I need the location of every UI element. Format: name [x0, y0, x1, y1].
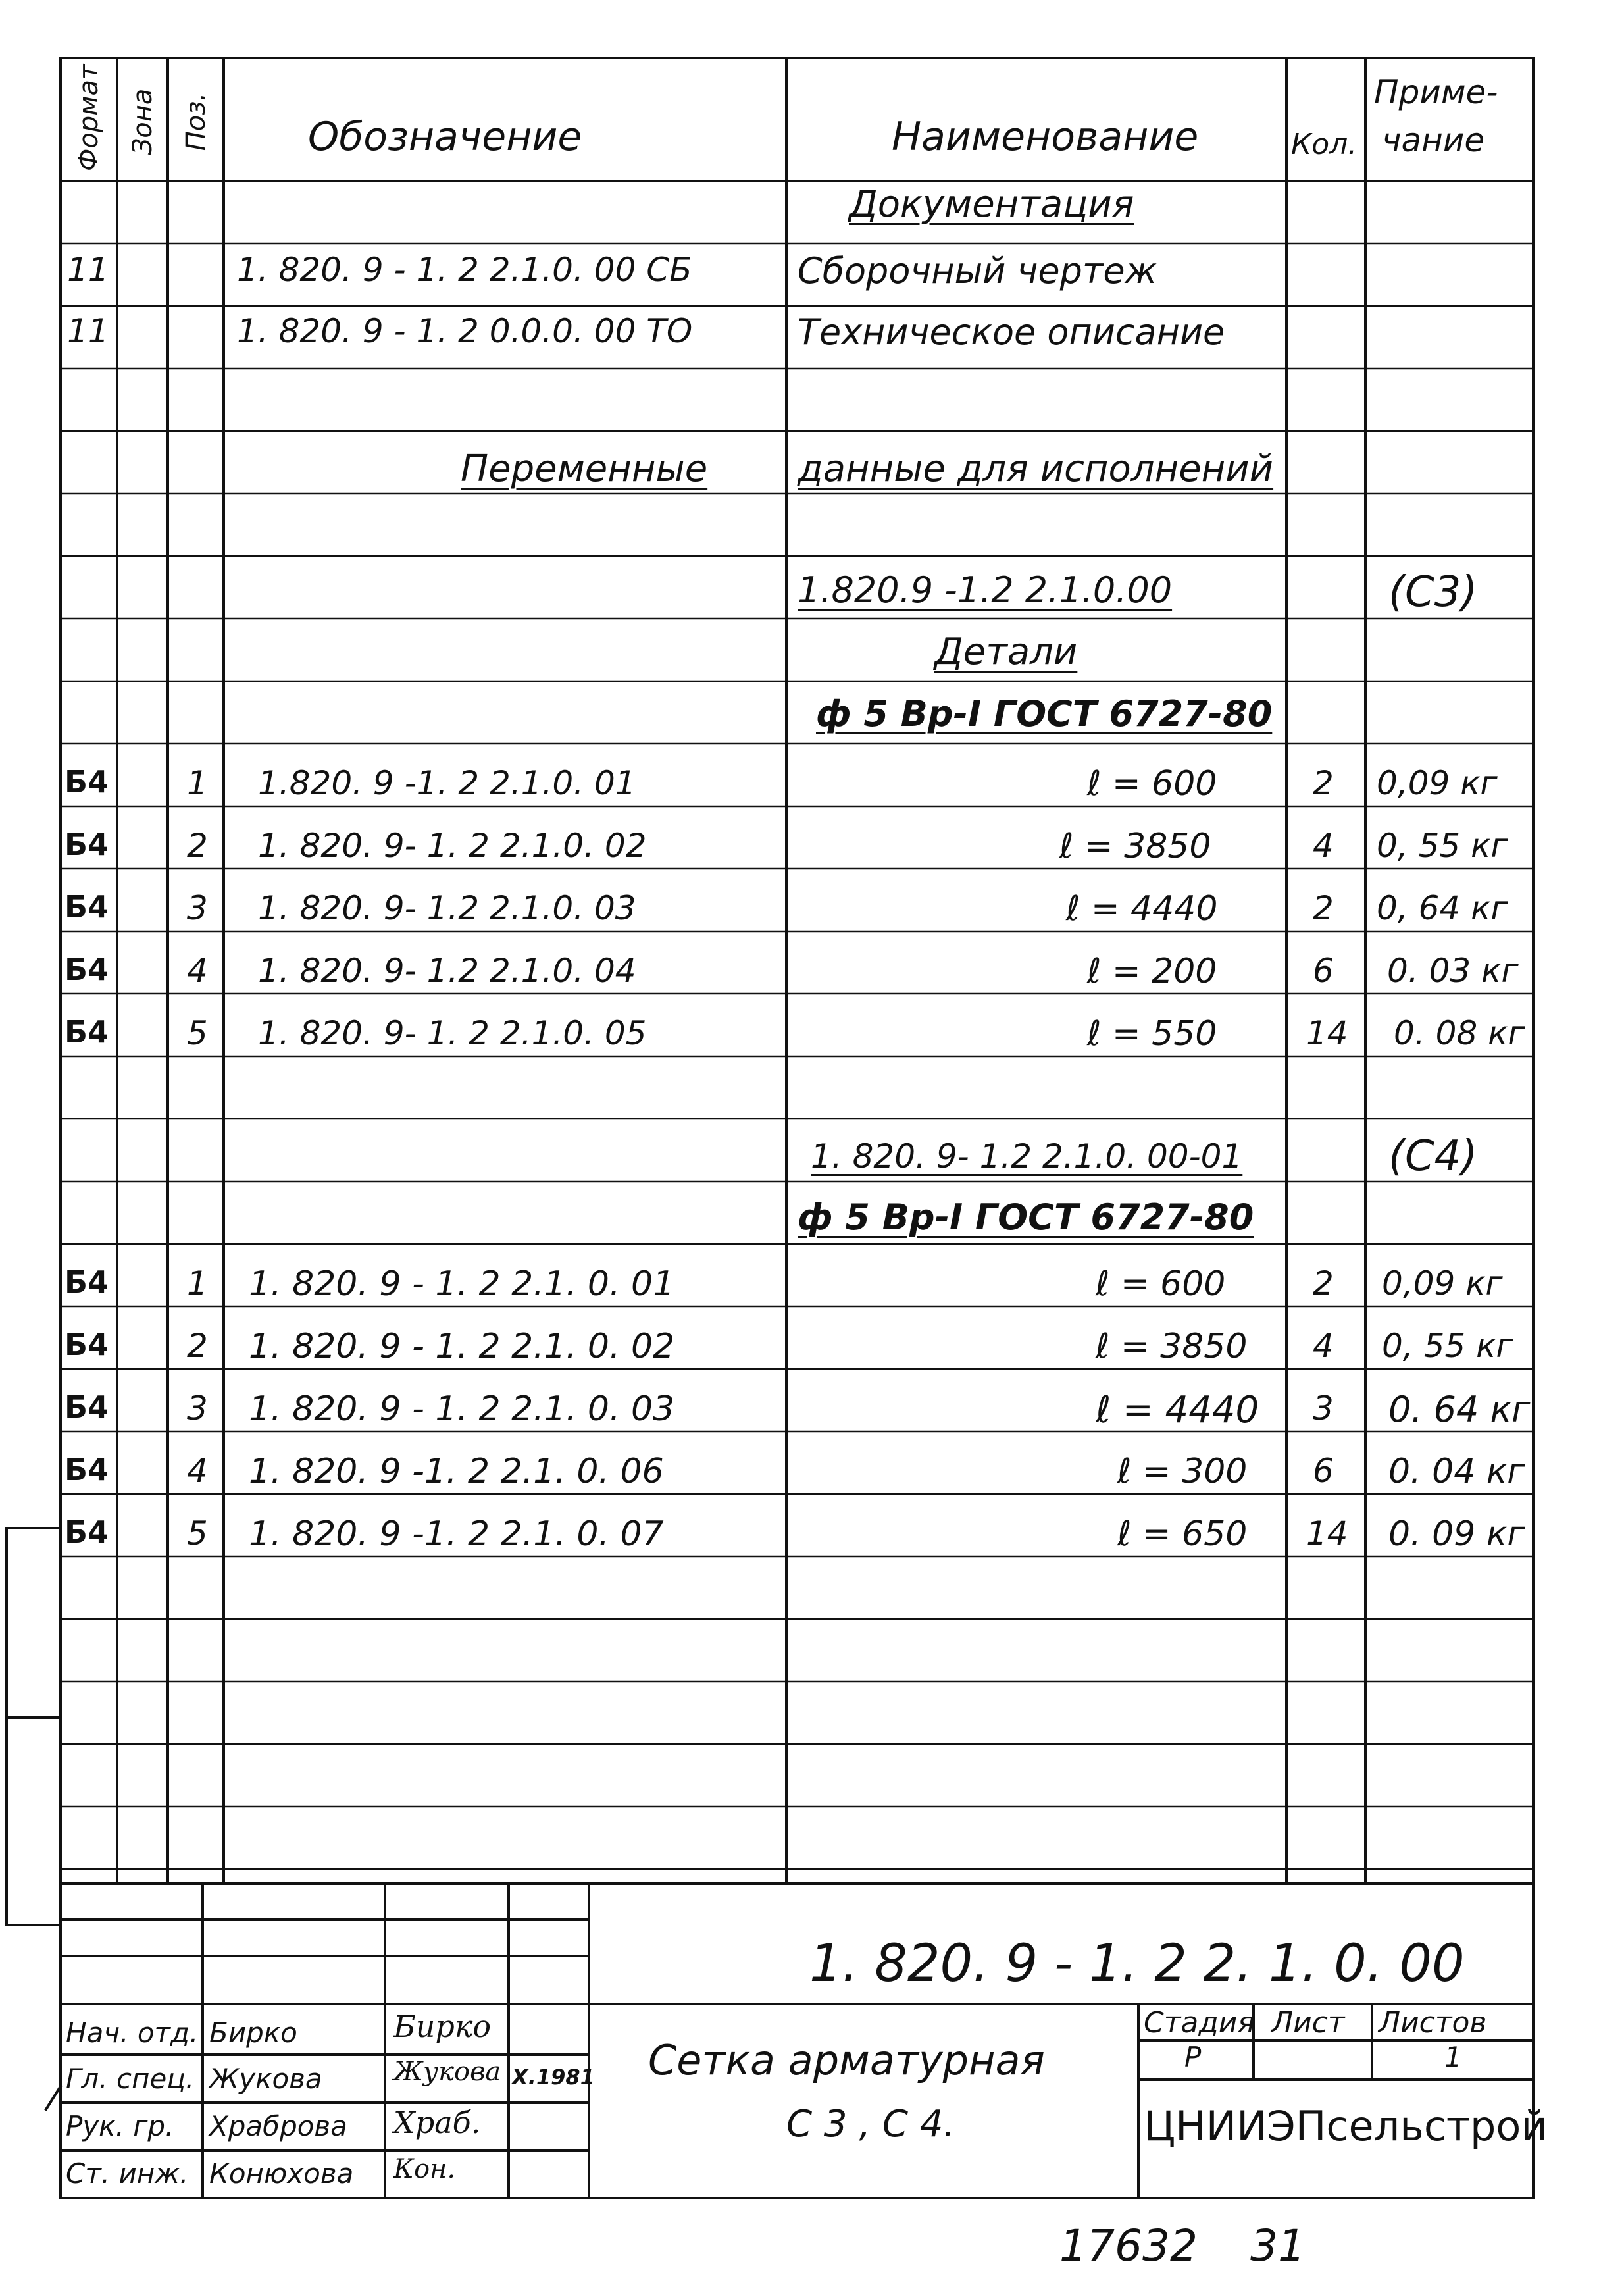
part-format: Б4 — [64, 1264, 109, 1300]
part-length: ℓ = 4440 — [1066, 889, 1218, 929]
variant-c3: (С3) — [1388, 568, 1478, 617]
assembly-c3: 1.820.9 -1.2 2.1.0.00 — [798, 569, 1173, 611]
signature-name: Жукова — [209, 2063, 322, 2095]
header-name: Наименование — [892, 114, 1199, 160]
part-note: 0. 08 кг — [1394, 1014, 1525, 1052]
part-note: 0. 09 кг — [1388, 1514, 1525, 1554]
part-length: ℓ = 3850 — [1059, 827, 1211, 866]
part-format: Б4 — [64, 764, 109, 800]
part-length: ℓ = 3850 — [1096, 1327, 1248, 1366]
signature-name: Бирко — [209, 2017, 297, 2049]
part-note: 0. 04 кг — [1388, 1452, 1525, 1491]
part-designation: 1. 820. 9 -1. 2 2.1. 0. 06 — [249, 1452, 664, 1491]
signature-mark: Храб. — [393, 2105, 481, 2140]
part-note: 0,09 кг — [1377, 764, 1498, 802]
assembly-c4: 1. 820. 9- 1.2 2.1.0. 00-01 — [811, 1137, 1243, 1175]
title-designation: 1. 820. 9 - 1. 2 2. 1. 0. 00 — [809, 1934, 1465, 1993]
signature-mark: Жукова — [393, 2057, 501, 2087]
signature-role: Нач. отд. — [66, 2017, 199, 2049]
part-qty: 2 — [1313, 1264, 1334, 1302]
part-pos: 5 — [187, 1514, 208, 1553]
part-note: 0. 03 кг — [1387, 952, 1519, 990]
part-format: Б4 — [64, 1389, 109, 1425]
part-designation: 1. 820. 9- 1. 2 2.1.0. 05 — [258, 1014, 647, 1052]
material-c4: ф 5 Вр-I ГОСТ 6727-80 — [798, 1196, 1254, 1238]
part-designation: 1. 820. 9 -1. 2 2.1. 0. 07 — [249, 1514, 664, 1554]
part-designation: 1. 820. 9- 1. 2 2.1.0. 02 — [258, 827, 647, 865]
part-designation: 1. 820. 9 - 1. 2 2.1. 0. 01 — [249, 1264, 675, 1304]
doc-designation: 1. 820. 9 - 1. 2 2.1.0. 00 СБ — [237, 251, 692, 289]
part-note: 0, 55 кг — [1377, 827, 1508, 865]
doc-format: 11 — [67, 312, 109, 350]
title-name-line2: С 3 , С 4. — [786, 2103, 955, 2146]
part-pos: 1 — [187, 764, 208, 802]
part-qty: 6 — [1313, 952, 1334, 990]
signature-name: Конюхова — [209, 2157, 354, 2190]
part-pos: 2 — [187, 827, 208, 865]
part-length: ℓ = 600 — [1096, 1264, 1226, 1304]
title-sheets-value: 1 — [1444, 2041, 1462, 2073]
part-format: Б4 — [64, 1514, 109, 1550]
signature-role: Рук. гр. — [66, 2110, 174, 2142]
part-qty: 4 — [1313, 827, 1334, 865]
part-qty: 3 — [1313, 1389, 1334, 1427]
section-details: Детали — [934, 630, 1078, 673]
part-note: 0, 64 кг — [1377, 889, 1508, 927]
part-qty: 4 — [1313, 1327, 1334, 1365]
header-format: Формат — [74, 64, 104, 171]
part-pos: 5 — [187, 1014, 208, 1052]
part-note: 0. 64 кг — [1388, 1389, 1531, 1430]
part-format: Б4 — [64, 1014, 109, 1050]
part-note: 0, 55 кг — [1382, 1327, 1513, 1365]
part-pos: 1 — [187, 1264, 208, 1302]
title-sheet-label: Лист — [1271, 2006, 1345, 2040]
header-zone: Зона — [128, 88, 158, 155]
signature-name: Храброва — [209, 2110, 347, 2142]
part-qty: 2 — [1313, 889, 1334, 927]
title-organization: ЦНИИЭПсельстрой — [1144, 2102, 1548, 2150]
signature-mark: Бирко — [393, 2009, 492, 2044]
part-format: Б4 — [64, 1452, 109, 1487]
part-format: Б4 — [64, 827, 109, 862]
title-stage-value: Р — [1184, 2041, 1202, 2073]
signature-date: Х.1981 — [512, 2065, 595, 2090]
part-format: Б4 — [64, 889, 109, 925]
variant-c4: (С4) — [1388, 1132, 1478, 1181]
title-stage-label: Стадия — [1144, 2006, 1255, 2040]
material-c3: ф 5 Вр-I ГОСТ 6727-80 — [816, 693, 1273, 734]
part-designation: 1. 820. 9- 1.2 2.1.0. 04 — [258, 952, 636, 990]
section-variable-right: данные для исполнений — [798, 448, 1274, 490]
part-note: 0,09 кг — [1382, 1264, 1503, 1302]
part-qty: 14 — [1306, 1514, 1348, 1553]
part-designation: 1. 820. 9 - 1. 2 2.1. 0. 02 — [249, 1327, 675, 1366]
signature-role: Гл. спец. — [66, 2063, 195, 2095]
doc-name: Техническое описание — [798, 311, 1225, 353]
part-pos: 2 — [187, 1327, 208, 1365]
section-documentation: Документация — [849, 183, 1134, 226]
part-designation: 1. 820. 9- 1.2 2.1.0. 03 — [258, 889, 636, 927]
title-name-line1: Сетка арматурная — [648, 2036, 1045, 2084]
footer-page: 31 — [1250, 2221, 1306, 2271]
footer-number: 17632 — [1059, 2221, 1198, 2271]
doc-designation: 1. 820. 9 - 1. 2 0.0.0. 00 ТО — [237, 312, 693, 350]
part-pos: 4 — [187, 1452, 208, 1490]
header-designation: Обозначение — [308, 114, 582, 160]
part-length: ℓ = 550 — [1087, 1014, 1217, 1054]
part-pos: 3 — [187, 1389, 208, 1427]
part-qty: 2 — [1313, 764, 1334, 802]
part-qty: 6 — [1313, 1452, 1334, 1490]
header-pos: Поз. — [181, 92, 211, 151]
part-format: Б4 — [64, 1327, 109, 1362]
header-note-line2: чание — [1382, 121, 1485, 159]
title-sheets-label: Листов — [1379, 2006, 1487, 2040]
header-note-line1: Приме- — [1374, 73, 1498, 111]
doc-format: 11 — [67, 251, 109, 289]
signature-role: Ст. инж. — [66, 2157, 189, 2190]
part-designation: 1.820. 9 -1. 2 2.1.0. 01 — [258, 764, 636, 802]
part-format: Б4 — [64, 952, 109, 987]
part-length: ℓ = 300 — [1117, 1452, 1248, 1491]
part-length: ℓ = 4440 — [1096, 1389, 1259, 1431]
part-pos: 3 — [187, 889, 208, 927]
part-qty: 14 — [1306, 1014, 1348, 1052]
section-variable-left: Переменные — [461, 448, 708, 490]
header-qty: Кол. — [1291, 128, 1358, 161]
part-length: ℓ = 200 — [1087, 952, 1217, 991]
signature-mark: Кон. — [393, 2154, 456, 2184]
part-length: ℓ = 650 — [1117, 1514, 1248, 1554]
part-designation: 1. 820. 9 - 1. 2 2.1. 0. 03 — [249, 1389, 675, 1429]
part-length: ℓ = 600 — [1087, 764, 1217, 804]
doc-name: Сборочный чертеж — [798, 250, 1157, 292]
part-pos: 4 — [187, 952, 208, 990]
